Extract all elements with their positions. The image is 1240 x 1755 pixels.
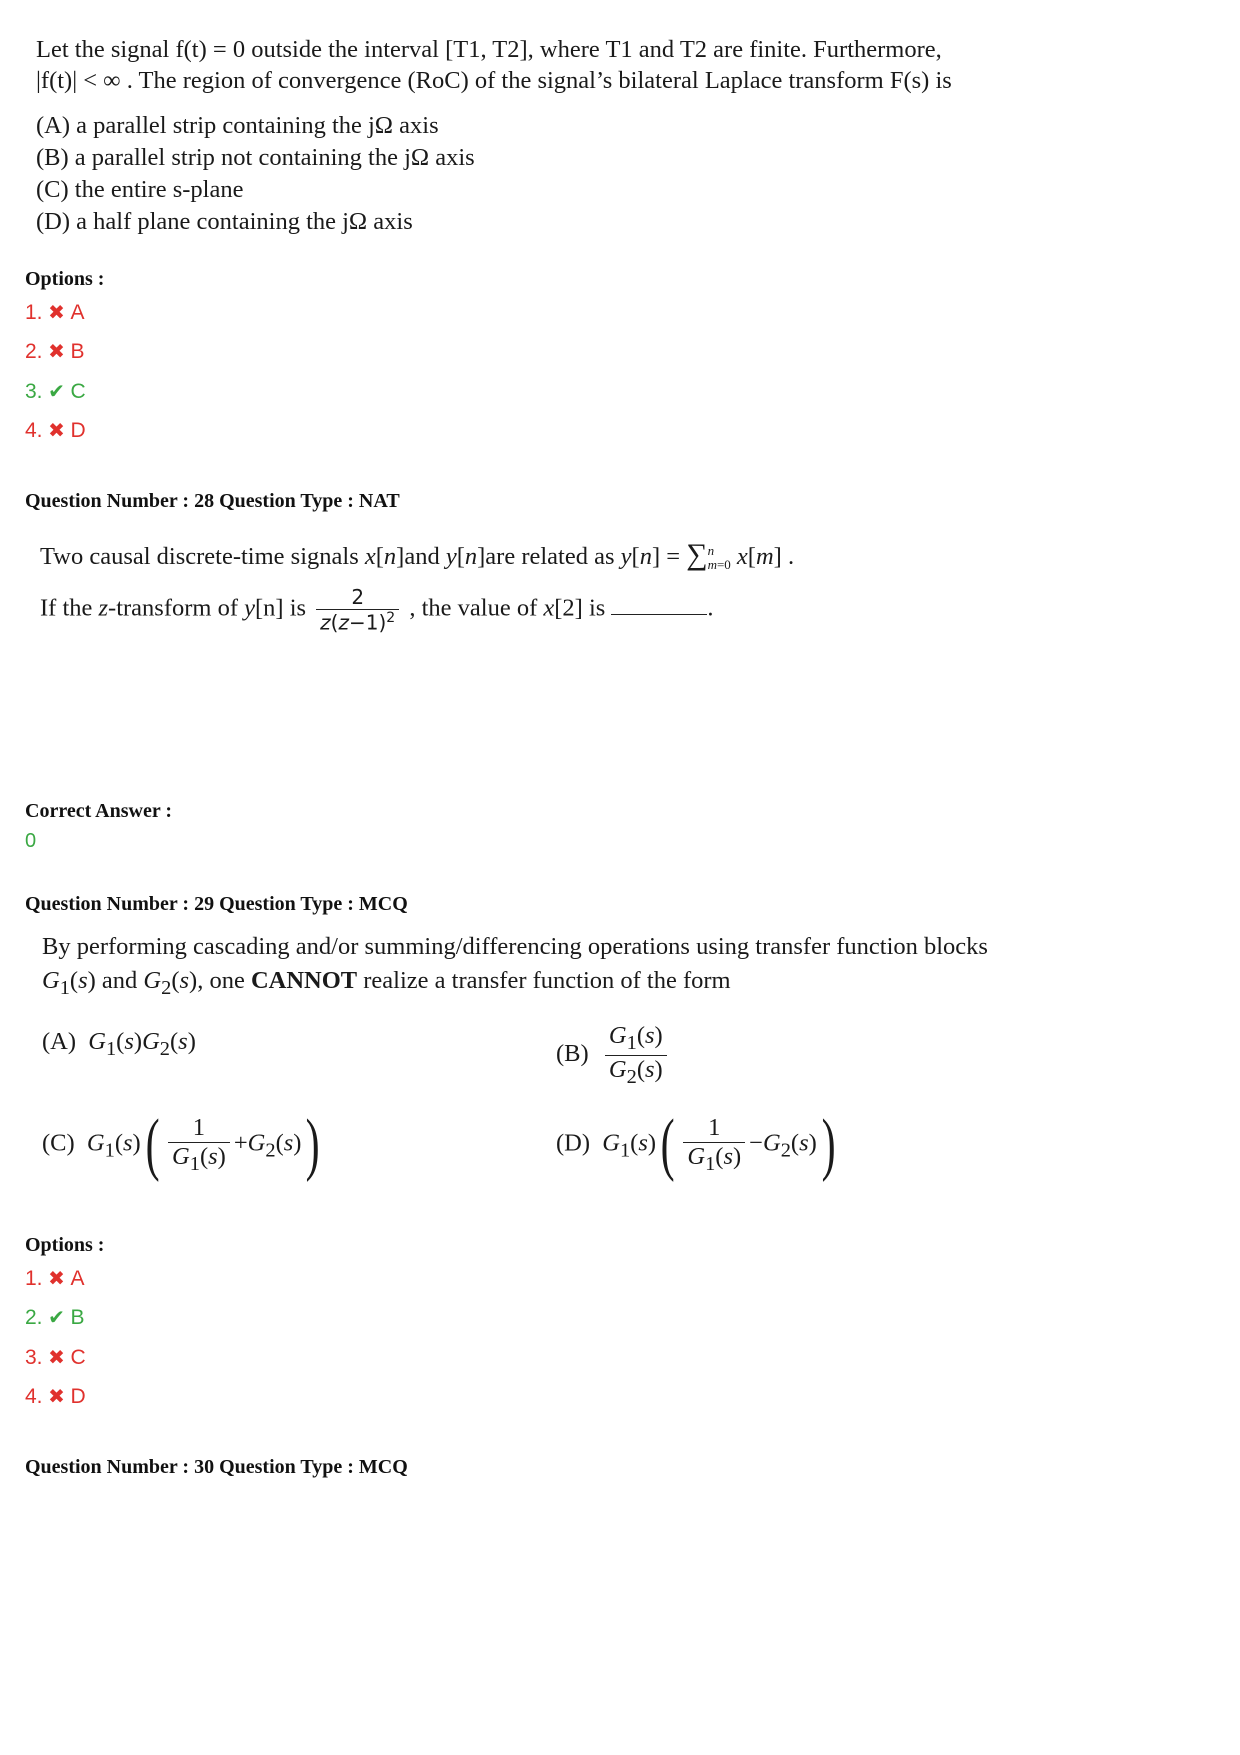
- cross-icon: ✖: [48, 300, 65, 324]
- check-icon: ✔: [48, 1305, 65, 1329]
- q27-stem-line2: |f(t)| < ∞ . The region of convergence (RoC) of the signal’s bilateral Laplace transform F(s) is: [36, 67, 952, 94]
- q28-correct-answer-label: Correct Answer :: [25, 800, 172, 822]
- q28-header: Question Number : 28 Question Type : NAT: [25, 490, 400, 512]
- q27-choice-c: (C) the entire s-plane: [36, 176, 244, 203]
- q29-option-4: 4. ✖ D: [25, 1384, 86, 1408]
- q27-question: [36, 34, 1096, 238]
- answer-blank: [611, 594, 707, 615]
- q27-choices: [36, 110, 1096, 238]
- q27-choice-a: (A) a parallel strip containing the jΩ axis: [36, 112, 439, 139]
- q27-option-1: 1. ✖ A: [25, 300, 85, 324]
- cross-icon: ✖: [48, 1266, 65, 1290]
- q30-header: Question Number : 30 Question Type : MCQ: [25, 1456, 408, 1478]
- q29-stem-line2: $G_1(s)$ and $G_2(s)$, one CANNOT realize a transfer function of the form: [42, 967, 731, 999]
- q27-options-label: Options :: [25, 268, 105, 290]
- q29-choice-d: (D) $G_1(s)$( $\frac{1}{G_1(s)}$ $-G_2(s)$): [556, 1106, 836, 1183]
- cross-icon: ✖: [48, 418, 65, 442]
- q27-option-2: 2. ✖ B: [25, 339, 85, 363]
- q27-stem-line1: Let the signal f(t) = 0 outside the interval [T1, T2], where T1 and T2 are finite. Furthermore,: [36, 36, 942, 63]
- q29-choice-c: (C) $G_1(s)$( $\frac{1}{G_1(s)}$ $+G_2(s)$): [42, 1106, 321, 1183]
- check-icon: ✔: [48, 379, 65, 403]
- q29-header: Question Number : 29 Question Type : MCQ: [25, 893, 408, 915]
- q28-line2: If the z-transform of y[n] is $\frac{2}{z(z-1)^2}$ , the value of x[2] is .: [40, 585, 714, 635]
- q27-choice-b: (B) a parallel strip not containing the jΩ axis: [36, 144, 475, 171]
- q29-options-label: Options :: [25, 1234, 105, 1256]
- q29-option-2: 2. ✔ B: [25, 1305, 85, 1329]
- q27-option-3: 3. ✔ C: [25, 379, 86, 403]
- cross-icon: ✖: [48, 339, 65, 363]
- q27-choice-d: (D) a half plane containing the jΩ axis: [36, 208, 413, 235]
- q29-option-1: 1. ✖ A: [25, 1266, 85, 1290]
- q29-option-3: 3. ✖ C: [25, 1345, 86, 1369]
- q28-correct-answer: 0: [25, 830, 37, 852]
- q27-option-4: 4. ✖ D: [25, 418, 86, 442]
- q28-line1: Two causal discrete-time signals x[n]and y[n]are related as y[n] = ∑n m=0 x[m] .: [40, 538, 795, 573]
- q29-choice-a: (A) $G_1(s)G_2(s)$: [42, 1028, 196, 1060]
- cross-icon: ✖: [48, 1384, 65, 1408]
- cross-icon: ✖: [48, 1345, 65, 1369]
- q29-stem-line1: By performing cascading and/or summing/differencing operations using transfer function blocks: [42, 933, 988, 960]
- q29-stem: [42, 930, 1092, 1005]
- q29-choice-b: (B) $\frac{G_1(s)}{G_2(s)}$: [556, 1022, 671, 1089]
